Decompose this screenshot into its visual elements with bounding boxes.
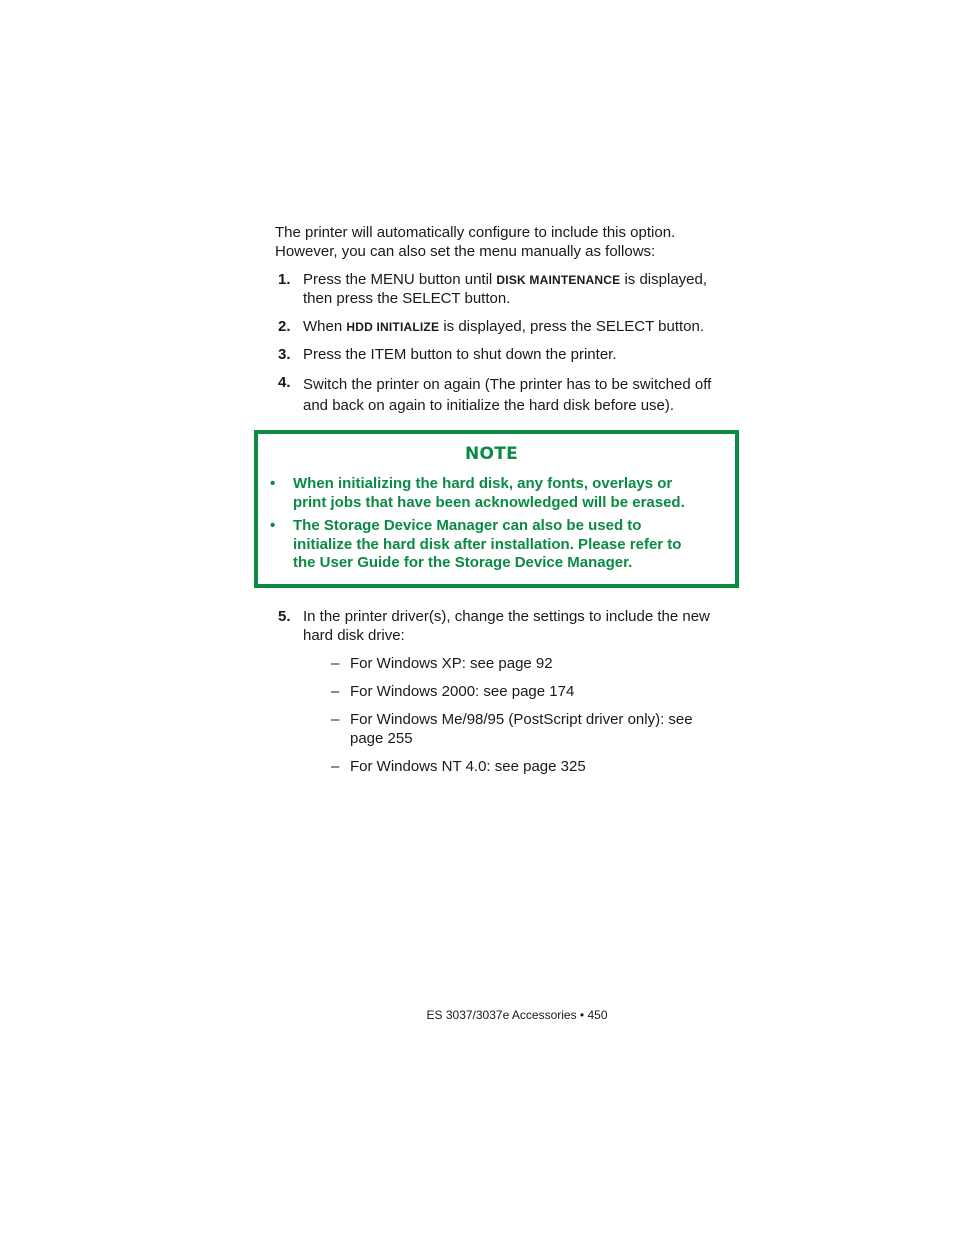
step-text (303, 318, 743, 337)
note-line: initialize the hard disk after installation. Please refer to (293, 535, 682, 553)
dash-icon: – (331, 758, 340, 775)
bullet-icon: • (270, 517, 276, 534)
step-text (303, 608, 743, 645)
step-line: hard disk drive: (303, 626, 405, 644)
step-line: and back on again to initialize the hard disk before use). (303, 397, 675, 414)
driver-line: For Windows NT 4.0: see page 325 (350, 758, 586, 775)
note-line: the User Guide for the Storage Device Manager. (293, 554, 633, 571)
driver-line: For Windows XP: see page 92 (350, 655, 553, 672)
menu-key-disk-maintenance: DISK MAINTENANCE (496, 273, 621, 287)
driver-item-text (350, 683, 740, 702)
note-line: The Storage Device Manager can also be used to (293, 517, 642, 534)
note-item-text (293, 517, 723, 573)
dash-icon: – (331, 711, 340, 728)
driver-item-text (350, 655, 740, 674)
driver-item-text (350, 711, 740, 748)
note-line: print jobs that have been acknowledged will be erased. (293, 493, 685, 511)
intro-paragraph (275, 224, 745, 261)
step-number: 2. (278, 318, 291, 335)
note-box (254, 430, 739, 588)
step-text-post: is displayed, press the SELECT button. (439, 318, 705, 335)
step-text (303, 271, 743, 308)
intro-line: The printer will automatically configure to include this option. (275, 224, 676, 241)
step-number: 5. (278, 608, 291, 625)
driver-line: For Windows Me/98/95 (PostScript driver only): see (350, 711, 693, 728)
step-line: Switch the printer on again (The printer has to be switched off (303, 376, 712, 393)
bullet-icon: • (270, 475, 276, 492)
step-text (303, 374, 743, 416)
intro-line: However, you can also set the menu manually as follows: (275, 242, 656, 260)
menu-key-hdd-initialize: HDD INITIALIZE (346, 320, 440, 334)
step-number: 3. (278, 346, 291, 363)
step-text-pre: When (303, 318, 347, 335)
step-line: In the printer driver(s), change the settings to include the new (303, 608, 710, 625)
step-line (303, 271, 743, 290)
step-line: Press the ITEM button to shut down the printer. (303, 346, 617, 363)
dash-icon: – (331, 683, 340, 700)
note-title: NOTE (464, 444, 519, 464)
step-text (303, 346, 743, 365)
step-line (303, 318, 743, 337)
step-text-post: is displayed, (620, 271, 708, 288)
driver-line: For Windows 2000: see page 174 (350, 683, 575, 700)
note-line: When initializing the hard disk, any fonts, overlays or (293, 475, 673, 492)
step-line: then press the SELECT button. (303, 289, 511, 307)
step-text-pre: Press the MENU button until (303, 271, 497, 288)
driver-item-text (350, 758, 740, 777)
note-item-text (293, 475, 723, 512)
step-number: 4. (278, 374, 291, 391)
step-number: 1. (278, 271, 291, 288)
dash-icon: – (331, 655, 340, 672)
driver-line: page 255 (350, 729, 413, 747)
page-footer: ES 3037/3037e Accessories • 450 (426, 1008, 608, 1022)
